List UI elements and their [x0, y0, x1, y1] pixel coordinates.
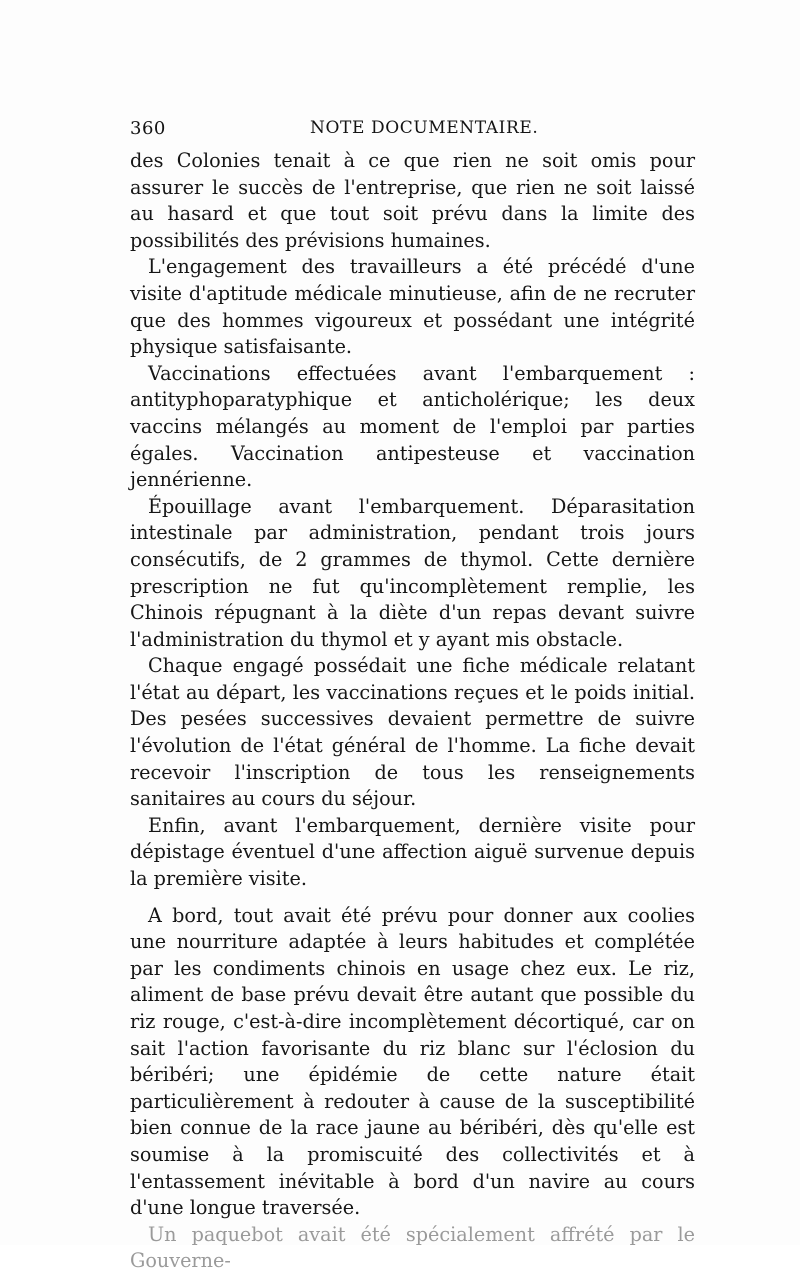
body-text: [130, 148, 695, 1275]
paragraph-continuation: des Colonies tenait à ce que rien ne soit omis pour assurer le succès de l'entreprise, que rien ne soit laissé au hasard et que tout soit prévu dans la limite des possibilités des prévisions humaines.: [130, 149, 695, 252]
paragraph-paquebot: Un paquebot avait été spécialement affrété par le Gouverne-: [130, 1222, 695, 1273]
paragraph-fiche-medicale: Chaque engagé possédait une fiche médicale relatant l'état au départ, les vaccinations reçues et le poids initial. Des pesées successives devaient permettre de suivre l'évolution de l'état général de l'homme. La fiche devait recevoir l'inscription de tous les renseignements sanitaires au cours du séjour.: [130, 654, 695, 811]
paragraph-a-bord: A bord, tout avait été prévu pour donner aux coolies une nourriture adaptée à leurs habitudes et complétée par les condiments chinois en usage chez eux. Le riz, aliment de base prévu devait être autant que possible du riz rouge, c'est-à-dire incomplètement décortiqué, car on sait l'action favorisante du riz blanc sur l'éclosion du béribéri; une épidémie de cette nature était particulièrement à redouter à cause de la susceptibilité bien connue de la race jaune au béribéri, dès qu'elle est soumise à la promiscuité des collectivités et à l'entassement inévitable à bord d'un navire au cours d'une longue traversée.: [130, 903, 695, 1220]
running-title: NOTE DOCUMENTAIRE.: [310, 118, 539, 138]
paragraph-vaccinations: Vaccinations effectuées avant l'embarquement : antityphoparatyphique et anticholérique; les deux vaccins mélangés au moment de l'emploi par parties égales. Vaccination antipesteuse et vaccination jennérienne.: [130, 361, 695, 492]
paragraph-epouillage: Épouillage avant l'embarquement. Déparasitation intestinale par administration, pendant trois jours consécutifs, de 2 grammes de thymol. Cette dernière prescription ne fut qu'incomplètement remplie, les Chinois répugnant à la diète d'un repas devant suivre l'administration du thymol et y ayant mis obstacle.: [130, 494, 695, 651]
running-head: [130, 118, 690, 146]
paragraph-engagement: L'engagement des travailleurs a été précédé d'une visite d'aptitude médicale minutieuse, afin de ne recruter que des hommes vigoureux et possédant une intégrité physique satisfaisante.: [130, 255, 695, 359]
page-number: 360: [130, 118, 166, 139]
paragraph-derniere-visite: Enfin, avant l'embarquement, dernière visite pour dépistage éventuel d'une affection aiguë survenue depuis la première visite.: [130, 813, 695, 891]
